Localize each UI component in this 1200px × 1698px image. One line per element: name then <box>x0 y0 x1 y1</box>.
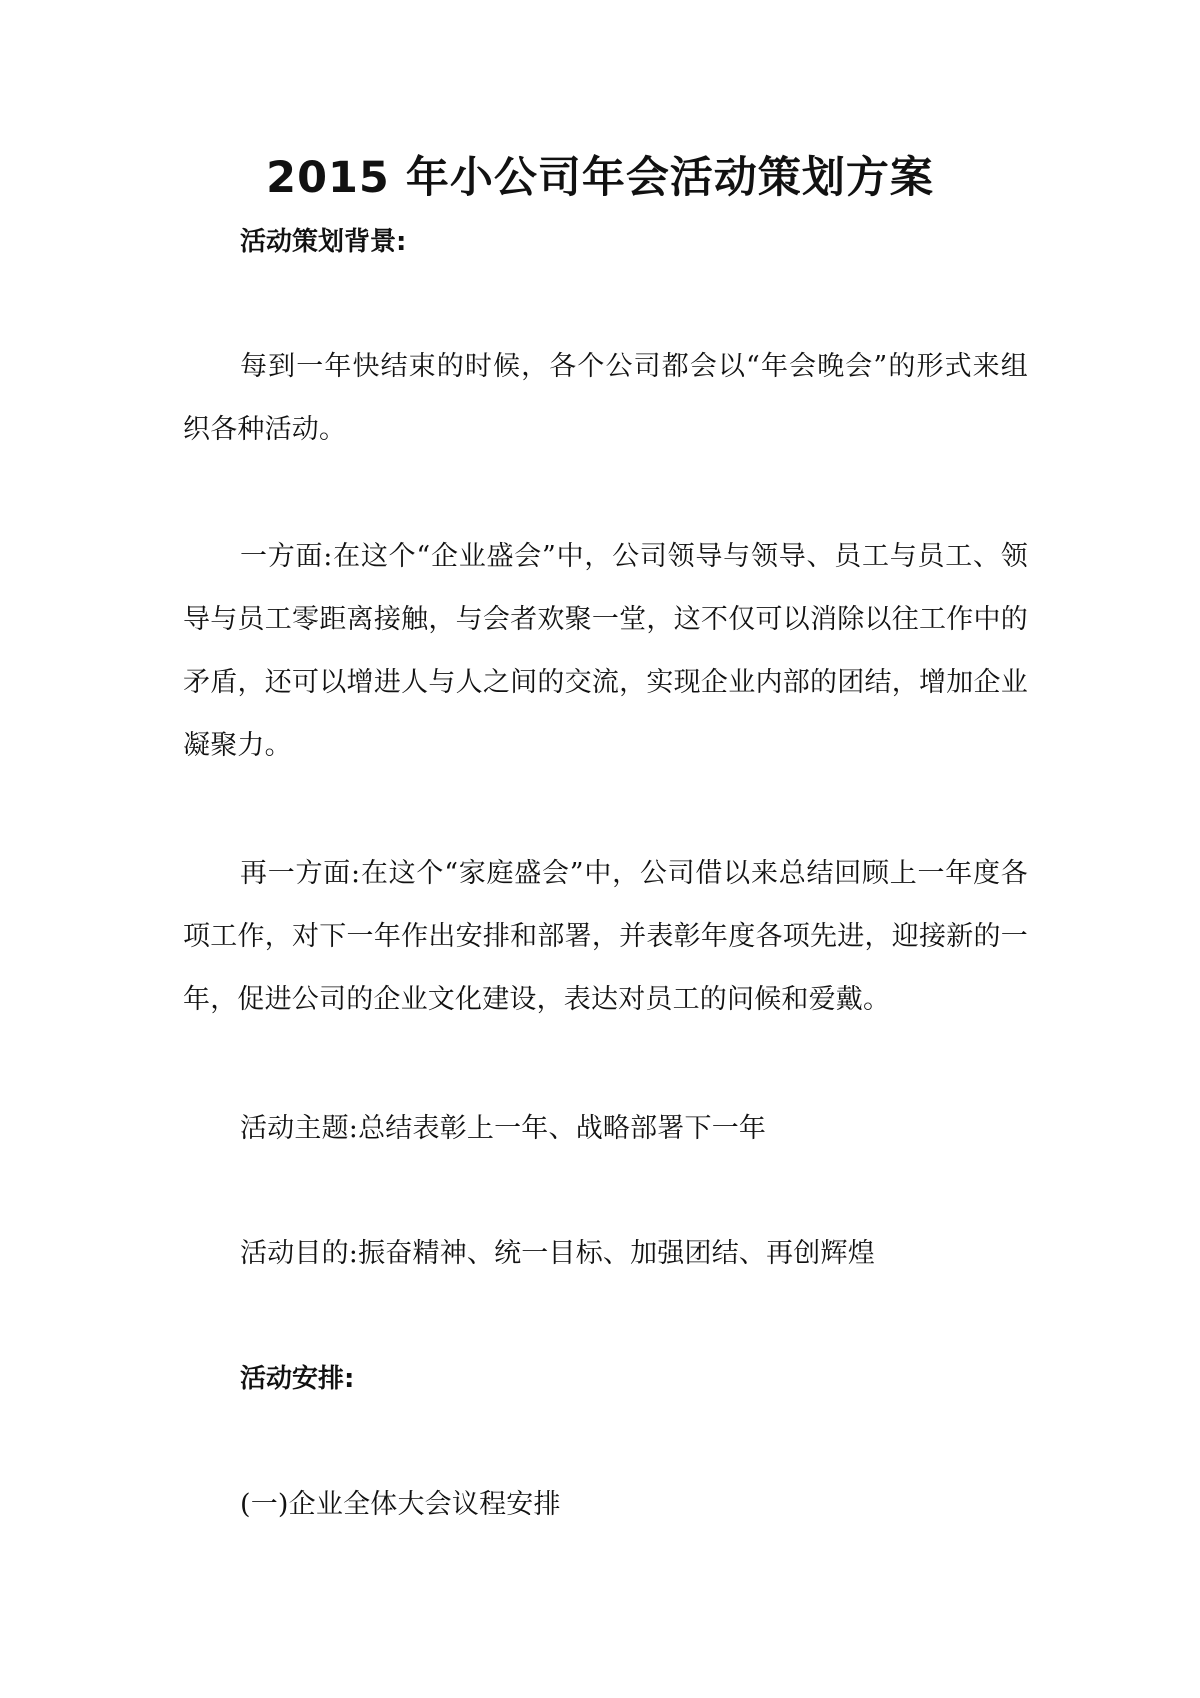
paragraph-intro: 每到一年快结束的时候，各个公司都会以“年会晚会”的形式来组织各种活动。 <box>183 351 1028 445</box>
arrangement-heading: 活动安排: <box>240 1364 355 1394</box>
paragraph-second-aspect: 再一方面:在这个“家庭盛会”中，公司借以来总结回顾上一年度各项工作，对下一年作出安排和部署，并表彰年度各项先进，迎接新的一年，促进公司的企业文化建设，表达对员工的问候和爱戴。 <box>183 858 1028 1015</box>
background-heading: 活动策划背景: <box>240 227 407 257</box>
paragraph-first-aspect: 一方面:在这个“企业盛会”中，公司领导与领导、员工与员工、领导与员工零距离接触，与会者欢聚一堂，这不仅可以消除以往工作中的矛盾，还可以增进人与人之间的交流，实现企业内部的团结，增加企业凝聚力。 <box>183 541 1028 761</box>
document-title: 2015 年小公司年会活动策划方案 <box>266 153 934 203</box>
activity-purpose: 活动目的:振奋精神、统一目标、加强团结、再创辉煌 <box>240 1238 875 1269</box>
agenda-item: (一)企业全体大会议程安排 <box>240 1489 561 1520</box>
activity-theme: 活动主题:总结表彰上一年、战略部署下一年 <box>240 1113 767 1144</box>
